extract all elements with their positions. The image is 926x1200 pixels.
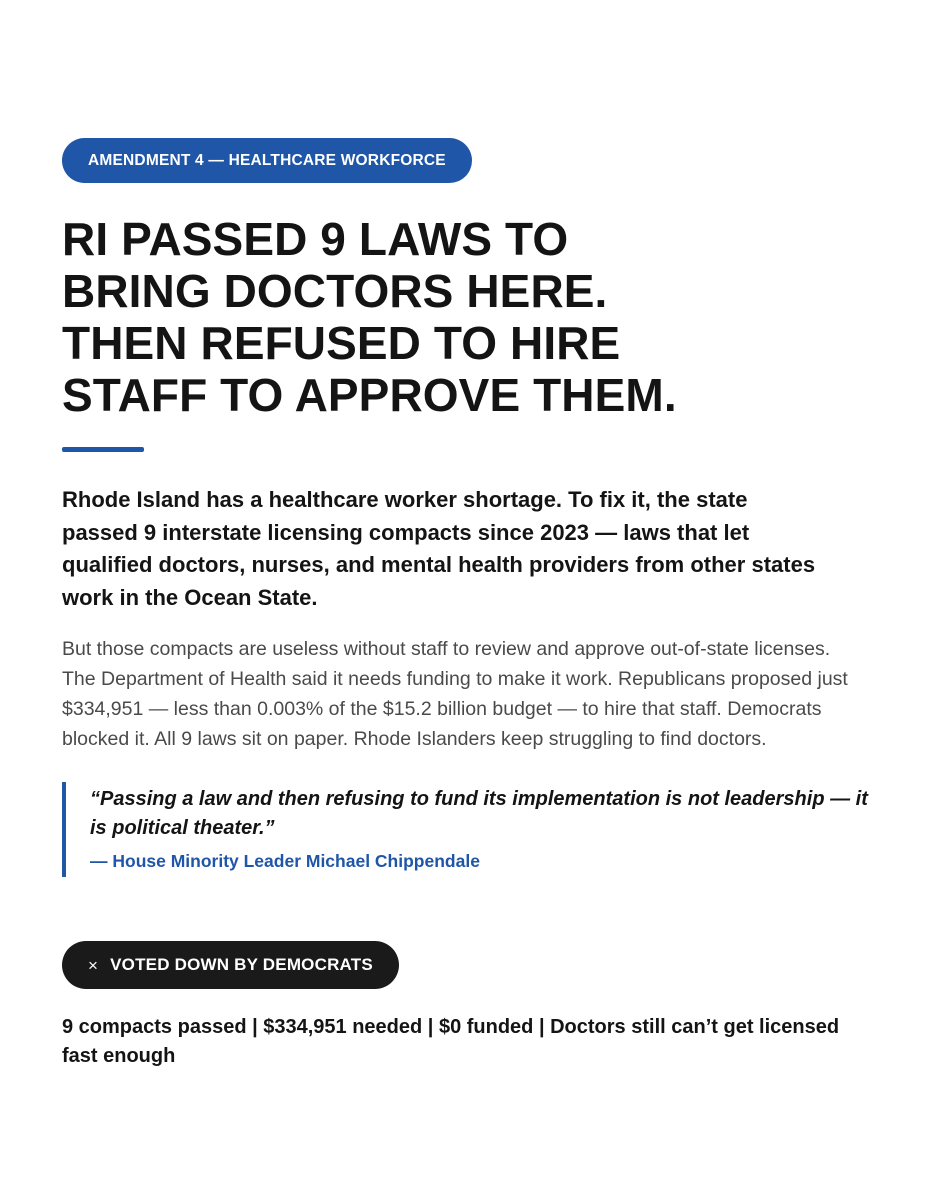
lead-line: work in the Ocean State. — [62, 584, 318, 610]
status-label: VOTED DOWN BY DEMOCRATS — [110, 955, 373, 974]
quote-line: “Passing a law and then refusing to fund its implementation is not leadership — it — [90, 788, 868, 810]
body-line: $334,951 — less than 0.003% of the $15.2 billion budget — to hire that staff. Democrats — [62, 698, 822, 720]
headline — [62, 213, 862, 421]
lead-line: qualified doctors, nurses, and mental health providers from other states — [62, 552, 816, 577]
body-line: blocked it. All 9 laws sit on paper. Rhode Islanders keep struggling to find doctors. — [62, 728, 767, 750]
body-line: The Department of Health said it needs funding to make it work. Republicans proposed just — [62, 668, 848, 690]
pull-quote — [62, 782, 868, 877]
summary-text: fast enough — [62, 1045, 176, 1067]
headline-line: RI PASSED 9 LAWS TO — [62, 213, 569, 265]
lead-line: Rhode Island has a healthcare worker shortage. To fix it, the state — [62, 487, 748, 512]
lead-paragraph — [62, 484, 862, 614]
quote-text — [90, 785, 868, 843]
body-line: But those compacts are useless without staff to review and approve out-of-state licenses. — [62, 638, 831, 660]
quote-line: is political theater.” — [90, 817, 275, 839]
body-paragraph — [62, 634, 862, 754]
close-icon: × — [88, 955, 99, 975]
status-badge — [62, 941, 399, 989]
headline-line: STAFF TO APPROVE THEM. — [62, 369, 677, 421]
summary-text: 9 compacts passed | $334,951 needed | $0 funded | Doctors still can’t get licensed — [62, 1016, 840, 1038]
summary-line — [62, 1013, 862, 1071]
quote-attribution: — House Minority Leader Michael Chippendale — [90, 851, 480, 871]
category-tag: AMENDMENT 4 — HEALTHCARE WORKFORCE — [62, 138, 472, 183]
headline-line: BRING DOCTORS HERE. — [62, 265, 608, 317]
accent-divider — [62, 447, 144, 452]
article — [62, 138, 868, 1071]
lead-line: passed 9 interstate licensing compacts since 2023 — laws that let — [62, 519, 750, 545]
headline-line: THEN REFUSED TO HIRE — [62, 317, 621, 369]
